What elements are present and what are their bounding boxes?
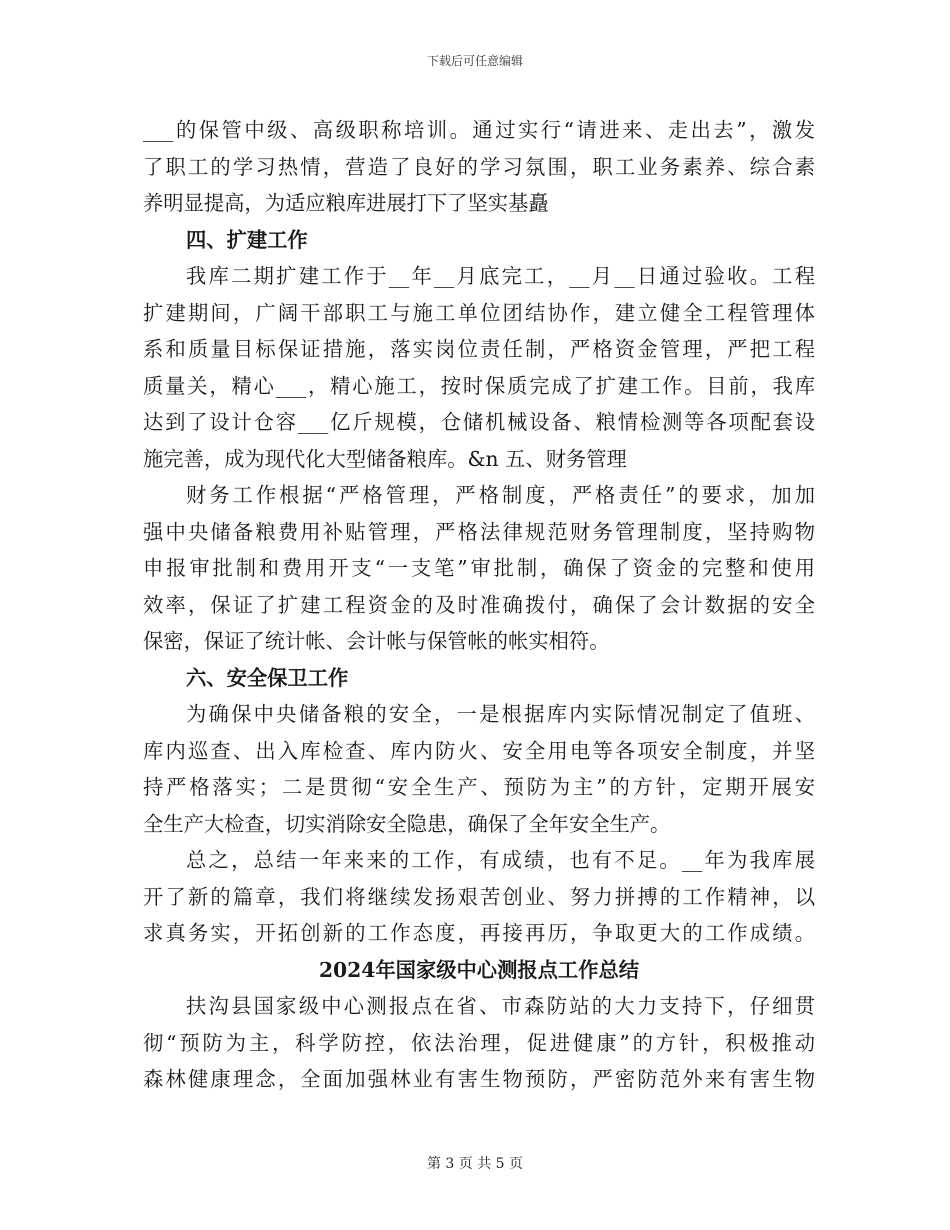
body-line: 系和质量目标保证措施，落实岗位责任制，严格资金管理，严把工程 [143, 337, 815, 361]
body-line: 了职工的学习热情，营造了良好的学习氛围，职工业务素养、综合素 [143, 154, 815, 179]
body-line: 为确保中央储备粮的安全，一是根据库内实际情况制定了值班、 [186, 702, 815, 726]
body-line: 我库二期扩建工作于__年__月底完工，__月__日通过验收。工程 [186, 264, 815, 288]
page-footer: 第 3 页 共 5 页 [426, 1156, 524, 1172]
body-line: 强中央储备粮费用补贴管理，严格法律规范财务管理制度，坚持购物 [143, 519, 815, 544]
body-line: 扩建期间，广阔干部职工与施工单位团结协作，建立健全工程管理体 [143, 300, 815, 325]
page-header: 下载后可任意编辑 [426, 54, 523, 68]
body-line: 持严格落实；二是贯彻“安全生产、预防为主”的方针，定期开展安 [143, 775, 815, 799]
section-heading: 四、扩建工作 [186, 227, 308, 252]
body-line: 全生产大检查，切实消除安全隐患，确保了全年安全生产。 [143, 811, 671, 836]
section-heading: 六、安全保卫工作 [186, 665, 349, 690]
body-line: 扶沟县国家级中心测报点在省、市森防站的大力支持下，仔细贯 [186, 994, 815, 1018]
body-line: 财务工作根据“严格管理，严格制度，严格责任”的要求，加加 [186, 483, 815, 507]
document-title: 2024年国家级中心测报点工作总结 [318, 957, 640, 982]
body-line: 达到了设计仓容___亿斤规模，仓储机械设备、粮情检测等各项配套设 [143, 410, 815, 434]
body-line: 彻“预防为主，科学防控，依法治理，促进健康”的方针，积极推动 [143, 1030, 815, 1055]
body-line: 施完善，成为现代化大型储备粮库。&n 五、财务管理 [143, 446, 627, 471]
body-line: ___的保管中级、高级职称培训。通过实行“请进来、走出去”，激发 [143, 118, 815, 142]
body-line: 保密，保证了统计帐、会计帐与保管帐的帐实相符。 [143, 629, 610, 653]
body-line: 申报审批制和费用开支“一支笔”审批制，确保了资金的完整和使用 [143, 556, 815, 580]
body-line: 森林健康理念，全面加强林业有害生物预防，严密防范外来有害生物 [143, 1067, 815, 1091]
body-line: 效率，保证了扩建工程资金的及时准确拨付，确保了会计数据的安全 [143, 592, 815, 617]
body-line: 库内巡查、出入库检查、库内防火、安全用电等各项安全制度，并坚 [143, 738, 815, 763]
body-line: 求真务实，开拓创新的工作态度，再接再历，争取更大的工作成绩。 [143, 921, 815, 945]
body-line: 养明显提高，为适应粮库进展打下了坚实基矗 [143, 191, 549, 215]
document-body [143, 112, 815, 1098]
body-line: 质量关，精心___，精心施工，按时保质完成了扩建工作。目前，我库 [143, 373, 815, 398]
body-line: 总之，总结一年来来的工作，有成绩，也有不足。__年为我库展 [186, 848, 815, 872]
body-line: 开了新的篇章，我们将继续发扬艰苦创业、努力拼搏的工作精神，以 [143, 884, 815, 909]
